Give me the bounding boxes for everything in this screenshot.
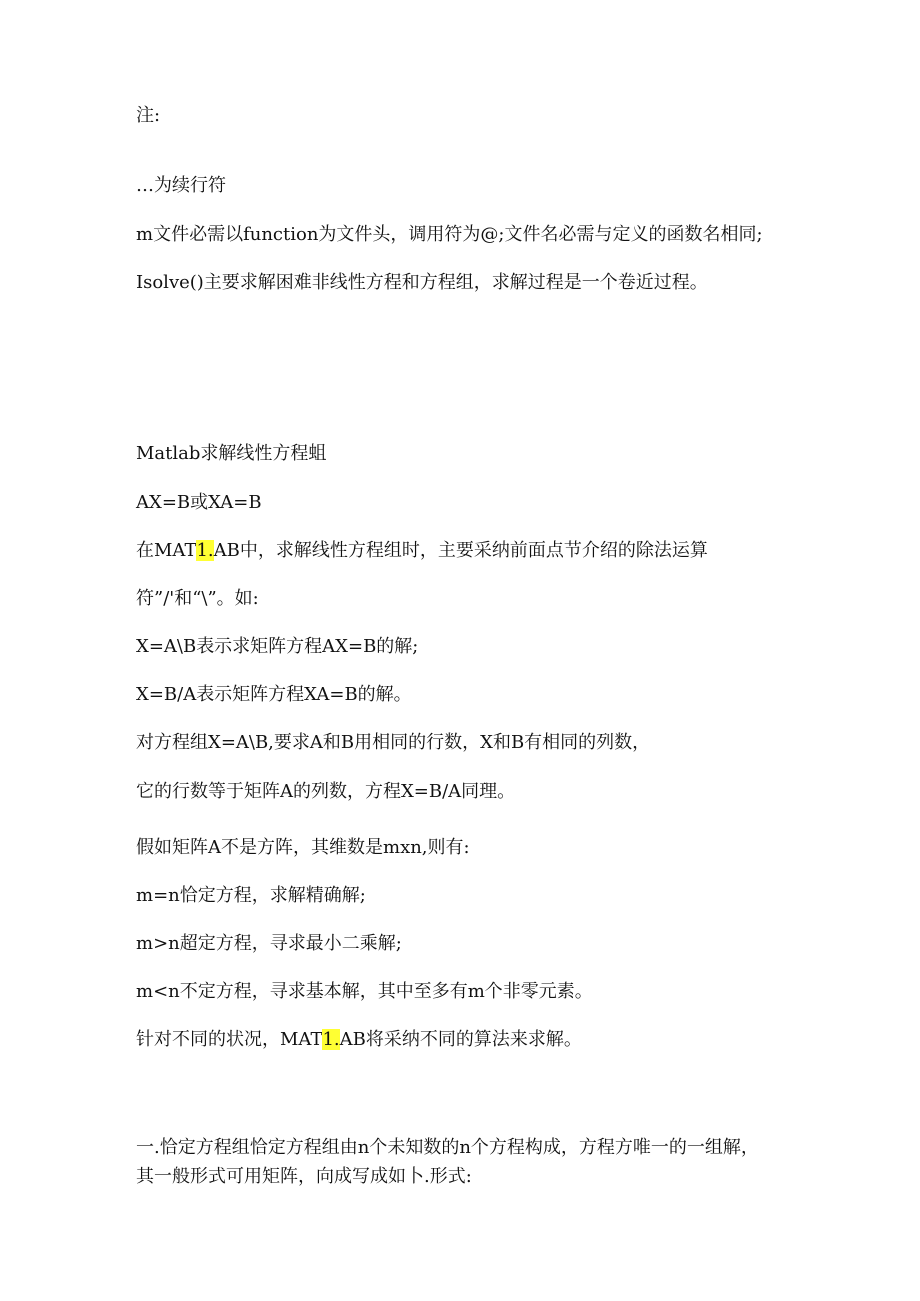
equation-form: AX=B或XA=B [136, 492, 262, 513]
nonsquare-line: 假如矩阵A不是方阵，其维数是mxn,则有: [136, 837, 470, 858]
case-overdetermined: m>n超定方程，寻求最小二乘解; [136, 933, 402, 954]
case-underdetermined: m<n不定方程，寻求基本解，其中至多有m个非零元素。 [136, 981, 593, 1002]
text-span: 在MAT [136, 540, 197, 561]
note-fsolve: Isolve()主要求解困难非线性方程和方程组，求解过程是一个卷近过程。 [136, 272, 708, 293]
case-exact: m=n恰定方程，求解精确解; [136, 885, 366, 906]
section-heading: Matlab求解线性方程蛆 [136, 443, 327, 464]
text-span: 针对不同的状况，MAT [136, 1029, 323, 1050]
right-division-line: X=B/A表示矩阵方程XA=B的解。 [136, 684, 412, 705]
paragraph-matlab-division [136, 539, 708, 563]
note-label: 注: [136, 105, 161, 126]
condition-line-2: 它的行数等于矩阵A的列数，方程X=B/A同理。 [136, 781, 516, 802]
note-continuation: …为续行符 [136, 175, 226, 196]
highlight-span: 1. [196, 540, 214, 561]
highlight-span: 1. [322, 1029, 340, 1050]
section-1-line-1: 一.恰定方程组恰定方程组由n个未知数的n个方程构成，方程方唯一的一组解， [136, 1137, 759, 1158]
condition-line-1: 对方程组X=A\B,要求A和B用相同的行数，X和B有相同的列数， [136, 732, 651, 753]
text-span: AB将采纳不同的算法来求解。 [339, 1029, 582, 1050]
algorithm-line [136, 1028, 582, 1052]
text-span: AB中，求解线性方程组时，主要采纳前面点节介绍的除法运算 [213, 540, 708, 561]
note-mfile: m文件必需以function为文件头，调用符为@;文件名必需与定义的函数名相同; [136, 224, 763, 245]
section-1-line-2: 其一般形式可用矩阵，向成写成如卜.形式: [136, 1166, 472, 1187]
left-division-line: X=A\B表示求矩阵方程AX=B的解; [136, 636, 419, 657]
paragraph-operators: 符”/'和“\”。如: [136, 588, 259, 609]
